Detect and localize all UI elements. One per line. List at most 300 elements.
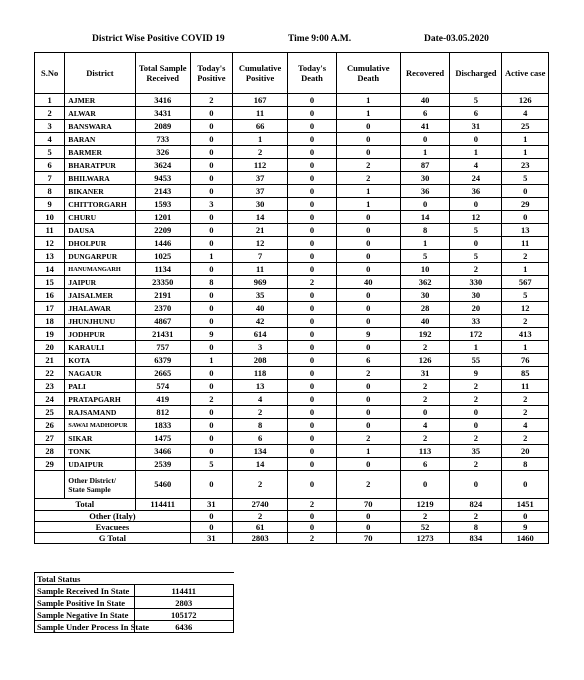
cell: 0	[502, 211, 549, 224]
district-name: NAGAUR	[65, 367, 135, 380]
cell: 3466	[135, 445, 190, 458]
district-name: CHITTORGARH	[65, 198, 135, 211]
cell: 9	[502, 522, 549, 533]
cell: 330	[450, 276, 502, 289]
table-summary	[35, 499, 549, 544]
cell: 0	[190, 522, 232, 533]
cell: 42	[232, 315, 287, 328]
cell: 70	[336, 533, 400, 544]
cell: 12	[450, 211, 502, 224]
cell: 326	[135, 146, 190, 159]
cell: 7	[232, 250, 287, 263]
cell: 0	[288, 445, 337, 458]
cell: 6	[400, 458, 450, 471]
cell: 0	[288, 120, 337, 133]
table-row	[35, 354, 549, 367]
cell: 0	[288, 471, 337, 499]
cell: 76	[502, 354, 549, 367]
cell: 0	[450, 406, 502, 419]
cell: 23350	[135, 276, 190, 289]
district-name: BANSWARA	[65, 120, 135, 133]
cell: 0	[288, 406, 337, 419]
cell: 2	[502, 432, 549, 445]
cell: 0	[336, 380, 400, 393]
table-row	[35, 432, 549, 445]
cell: 5	[502, 289, 549, 302]
cell: 6	[336, 354, 400, 367]
cell: 11	[502, 380, 549, 393]
cell: 87	[400, 159, 450, 172]
cell: 2	[400, 393, 450, 406]
cell: 0	[288, 250, 337, 263]
cell: 0	[450, 419, 502, 432]
table-row	[35, 250, 549, 263]
district-name: AJMER	[65, 94, 135, 107]
serial-number: 21	[35, 354, 65, 367]
district-name: KARAULI	[65, 341, 135, 354]
cell: 113	[400, 445, 450, 458]
status-row	[35, 621, 234, 633]
cell: 362	[400, 276, 450, 289]
district-name: CHURU	[65, 211, 135, 224]
cell: 2191	[135, 289, 190, 302]
cell: 118	[232, 367, 287, 380]
cell: 20	[502, 445, 549, 458]
cell: 1	[502, 133, 549, 146]
table-row	[35, 120, 549, 133]
cell: 40	[400, 315, 450, 328]
status-row	[35, 585, 234, 597]
table-row	[35, 224, 549, 237]
cell: 567	[502, 276, 549, 289]
table-body	[35, 94, 549, 499]
cell: 969	[232, 276, 287, 289]
cell: 834	[450, 533, 502, 544]
status-label: Sample Received In State	[35, 585, 135, 597]
cell: 31	[190, 533, 232, 544]
serial-number: 26	[35, 419, 65, 432]
cell: 2	[450, 511, 502, 522]
col-header: Today's Positive	[190, 53, 232, 94]
cell: 2	[450, 393, 502, 406]
table-row	[35, 315, 549, 328]
cell: 3	[190, 198, 232, 211]
cell: 2	[400, 511, 450, 522]
cell: 29	[502, 198, 549, 211]
district-name: BHILWARA	[65, 172, 135, 185]
district-name: PALI	[65, 380, 135, 393]
serial-number: 10	[35, 211, 65, 224]
table-row	[35, 458, 549, 471]
district-name: BHARATPUR	[65, 159, 135, 172]
cell: 0	[190, 211, 232, 224]
cell: 1451	[502, 499, 549, 511]
status-label: Sample Positive In State	[35, 597, 135, 609]
cell: 36	[400, 185, 450, 198]
cell: 1	[502, 146, 549, 159]
cell: 2	[400, 341, 450, 354]
cell: 419	[135, 393, 190, 406]
cell: 0	[288, 146, 337, 159]
district-name: SAWAI MADHOPUR	[65, 419, 135, 432]
cell: 2	[336, 367, 400, 380]
cell: 5	[450, 250, 502, 263]
cell: 2143	[135, 185, 190, 198]
cell: 0	[336, 211, 400, 224]
cell: 11	[232, 263, 287, 276]
cell: 0	[288, 289, 337, 302]
cell: 12	[232, 237, 287, 250]
cell: 2	[288, 276, 337, 289]
table-row	[35, 185, 549, 198]
cell: 3431	[135, 107, 190, 120]
evacuees-row	[35, 522, 549, 533]
cell: 35	[450, 445, 502, 458]
report-time: Time 9:00 A.M.	[288, 34, 352, 44]
row-label: G Total	[35, 533, 191, 544]
report-title: District Wise Positive COVID 19	[92, 34, 225, 44]
cell: 2089	[135, 120, 190, 133]
cell: 0	[288, 315, 337, 328]
cell: 14	[400, 211, 450, 224]
cell: 0	[450, 471, 502, 499]
serial-number: 13	[35, 250, 65, 263]
status-value: 105172	[134, 609, 234, 621]
cell: 13	[232, 380, 287, 393]
cell: 2	[450, 458, 502, 471]
serial-number: 11	[35, 224, 65, 237]
cell: 0	[190, 419, 232, 432]
cell: 0	[288, 380, 337, 393]
cell: 0	[450, 198, 502, 211]
cell: 0	[336, 511, 400, 522]
report-header	[0, 34, 584, 48]
status-title: Total Status	[35, 573, 234, 585]
cell: 0	[190, 159, 232, 172]
cell: 8	[400, 224, 450, 237]
district-name: KOTA	[65, 354, 135, 367]
table-row	[35, 263, 549, 276]
cell: 5	[502, 172, 549, 185]
cell: 0	[288, 511, 337, 522]
table-row	[35, 172, 549, 185]
cell: 3624	[135, 159, 190, 172]
cell: 1	[232, 133, 287, 146]
cell: 23	[502, 159, 549, 172]
cell: 0	[336, 522, 400, 533]
district-name: ALWAR	[65, 107, 135, 120]
cell: 6379	[135, 354, 190, 367]
cell: 0	[190, 133, 232, 146]
cell: 9	[190, 328, 232, 341]
cell: 4	[232, 393, 287, 406]
col-header: District	[65, 53, 135, 94]
district-name: Other District/ State Sample	[65, 471, 135, 499]
cell: 1	[336, 445, 400, 458]
table-header-row	[35, 53, 549, 94]
cell: 14	[232, 211, 287, 224]
cell: 1	[336, 185, 400, 198]
cell: 2370	[135, 302, 190, 315]
cell: 11	[502, 237, 549, 250]
cell: 0	[190, 315, 232, 328]
cell: 0	[288, 458, 337, 471]
table-row	[35, 211, 549, 224]
cell: 0	[336, 146, 400, 159]
cell: 0	[288, 224, 337, 237]
status-value: 2803	[134, 597, 234, 609]
status-value: 6436	[134, 621, 234, 633]
cell: 0	[288, 419, 337, 432]
cell: 0	[288, 237, 337, 250]
district-name: SIKAR	[65, 432, 135, 445]
other-italy-row	[35, 511, 549, 522]
cell: 208	[232, 354, 287, 367]
cell: 1593	[135, 198, 190, 211]
cell: 1833	[135, 419, 190, 432]
table-row	[35, 419, 549, 432]
cell: 0	[190, 302, 232, 315]
cell: 66	[232, 120, 287, 133]
cell: 0	[336, 458, 400, 471]
cell: 2	[336, 471, 400, 499]
district-name: JHUNJHUNU	[65, 315, 135, 328]
cell: 31	[400, 367, 450, 380]
cell: 0	[190, 289, 232, 302]
cell: 0	[502, 511, 549, 522]
cell: 0	[400, 471, 450, 499]
status-label: Sample Negative In State	[35, 609, 135, 621]
cell: 0	[288, 263, 337, 276]
cell: 413	[502, 328, 549, 341]
cell: 0	[190, 432, 232, 445]
cell: 5	[450, 94, 502, 107]
cell: 9	[450, 367, 502, 380]
cell: 0	[336, 289, 400, 302]
serial-number: 14	[35, 263, 65, 276]
table-row	[35, 133, 549, 146]
district-name: JODHPUR	[65, 328, 135, 341]
cell: 61	[232, 522, 287, 533]
serial-number: 29	[35, 458, 65, 471]
serial-number: 4	[35, 133, 65, 146]
cell: 35	[232, 289, 287, 302]
total-status-table	[34, 572, 234, 633]
cell: 4	[450, 159, 502, 172]
cell: 14	[232, 458, 287, 471]
serial-number: 8	[35, 185, 65, 198]
cell: 5460	[135, 471, 190, 499]
cell: 0	[336, 237, 400, 250]
serial-number: 9	[35, 198, 65, 211]
district-name: DUNGARPUR	[65, 250, 135, 263]
district-name: DAUSA	[65, 224, 135, 237]
cell: 55	[450, 354, 502, 367]
cell: 2	[502, 315, 549, 328]
cell: 4	[502, 107, 549, 120]
cell: 30	[450, 289, 502, 302]
serial-number: 17	[35, 302, 65, 315]
cell: 0	[502, 185, 549, 198]
cell: 0	[288, 354, 337, 367]
cell: 70	[336, 499, 400, 511]
cell: 0	[190, 341, 232, 354]
status-value: 114411	[134, 585, 234, 597]
cell: 13	[502, 224, 549, 237]
cell: 8	[190, 276, 232, 289]
serial-number: 5	[35, 146, 65, 159]
cell: 114411	[135, 499, 190, 511]
serial-number: 19	[35, 328, 65, 341]
serial-number: 18	[35, 315, 65, 328]
totals-row	[35, 499, 549, 511]
col-header: Active case	[502, 53, 549, 94]
serial-number: 3	[35, 120, 65, 133]
cell: 31	[190, 499, 232, 511]
cell: 1446	[135, 237, 190, 250]
cell: 1	[450, 146, 502, 159]
cell: 812	[135, 406, 190, 419]
cell: 37	[232, 185, 287, 198]
cell: 1	[336, 198, 400, 211]
cell: 10	[400, 263, 450, 276]
cell: 0	[400, 406, 450, 419]
serial-number: 27	[35, 432, 65, 445]
cell: 167	[232, 94, 287, 107]
cell: 0	[190, 367, 232, 380]
cell: 0	[190, 224, 232, 237]
cell: 2740	[232, 499, 287, 511]
other-district-row	[35, 471, 549, 499]
cell: 8	[502, 458, 549, 471]
cell: 0	[400, 133, 450, 146]
cell: 2209	[135, 224, 190, 237]
cell: 0	[288, 367, 337, 380]
cell: 2	[288, 533, 337, 544]
district-name: UDAIPUR	[65, 458, 135, 471]
district-name: JAISALMER	[65, 289, 135, 302]
cell: 0	[190, 511, 232, 522]
cell: 0	[190, 172, 232, 185]
cell: 2	[336, 159, 400, 172]
cell: 0	[190, 445, 232, 458]
district-name: DHOLPUR	[65, 237, 135, 250]
cell: 1	[190, 354, 232, 367]
cell: 1273	[400, 533, 450, 544]
cell: 0	[336, 224, 400, 237]
cell: 2	[502, 406, 549, 419]
cell: 12	[502, 302, 549, 315]
cell: 2	[190, 393, 232, 406]
cell: 0	[190, 185, 232, 198]
report-date: Date-03.05.2020	[424, 34, 489, 44]
district-name: TONK	[65, 445, 135, 458]
cell: 0	[288, 185, 337, 198]
col-header: Recovered	[400, 53, 450, 94]
cell: 126	[502, 94, 549, 107]
district-table	[34, 52, 549, 544]
cell: 1	[190, 250, 232, 263]
cell: 3416	[135, 94, 190, 107]
cell: 0	[288, 328, 337, 341]
cell: 30	[400, 289, 450, 302]
col-header: S.No	[35, 53, 65, 94]
cell: 0	[288, 172, 337, 185]
cell: 0	[336, 133, 400, 146]
cell: 0	[190, 406, 232, 419]
cell: 2	[336, 172, 400, 185]
cell: 2	[190, 94, 232, 107]
cell: 0	[336, 302, 400, 315]
grand-total-row	[35, 533, 549, 544]
cell: 134	[232, 445, 287, 458]
table-row	[35, 276, 549, 289]
cell: 172	[450, 328, 502, 341]
cell: 0	[288, 302, 337, 315]
cell: 1475	[135, 432, 190, 445]
cell: 30	[232, 198, 287, 211]
cell: 0	[336, 250, 400, 263]
cell: 0	[190, 380, 232, 393]
cell: 733	[135, 133, 190, 146]
status-row	[35, 597, 234, 609]
cell: 0	[288, 198, 337, 211]
cell: 0	[190, 237, 232, 250]
cell: 1	[450, 341, 502, 354]
serial-number: 20	[35, 341, 65, 354]
serial-number: 16	[35, 289, 65, 302]
cell: 5	[190, 458, 232, 471]
cell: 0	[502, 471, 549, 499]
cell: 2	[232, 471, 287, 499]
cell: 0	[190, 471, 232, 499]
cell: 0	[336, 393, 400, 406]
cell: 0	[288, 432, 337, 445]
cell: 4867	[135, 315, 190, 328]
cell: 0	[400, 198, 450, 211]
serial-number: 6	[35, 159, 65, 172]
cell: 21	[232, 224, 287, 237]
cell: 21431	[135, 328, 190, 341]
cell: 37	[232, 172, 287, 185]
cell: 0	[288, 133, 337, 146]
row-label: Evacuees	[35, 522, 191, 533]
cell: 112	[232, 159, 287, 172]
cell: 30	[400, 172, 450, 185]
cell: 0	[450, 133, 502, 146]
serial-number: 15	[35, 276, 65, 289]
district-name: JHALAWAR	[65, 302, 135, 315]
cell: 0	[336, 315, 400, 328]
cell: 1	[336, 107, 400, 120]
cell: 2	[400, 432, 450, 445]
cell: 2	[502, 250, 549, 263]
cell: 0	[190, 120, 232, 133]
cell: 1	[400, 237, 450, 250]
status-row	[35, 609, 234, 621]
cell: 0	[190, 107, 232, 120]
cell: 2	[450, 432, 502, 445]
cell: 0	[450, 237, 502, 250]
cell: 0	[288, 393, 337, 406]
cell: 5	[450, 224, 502, 237]
cell: 2	[232, 406, 287, 419]
cell: 20	[450, 302, 502, 315]
cell: 0	[336, 406, 400, 419]
cell: 126	[400, 354, 450, 367]
cell: 0	[336, 263, 400, 276]
cell: 0	[288, 159, 337, 172]
